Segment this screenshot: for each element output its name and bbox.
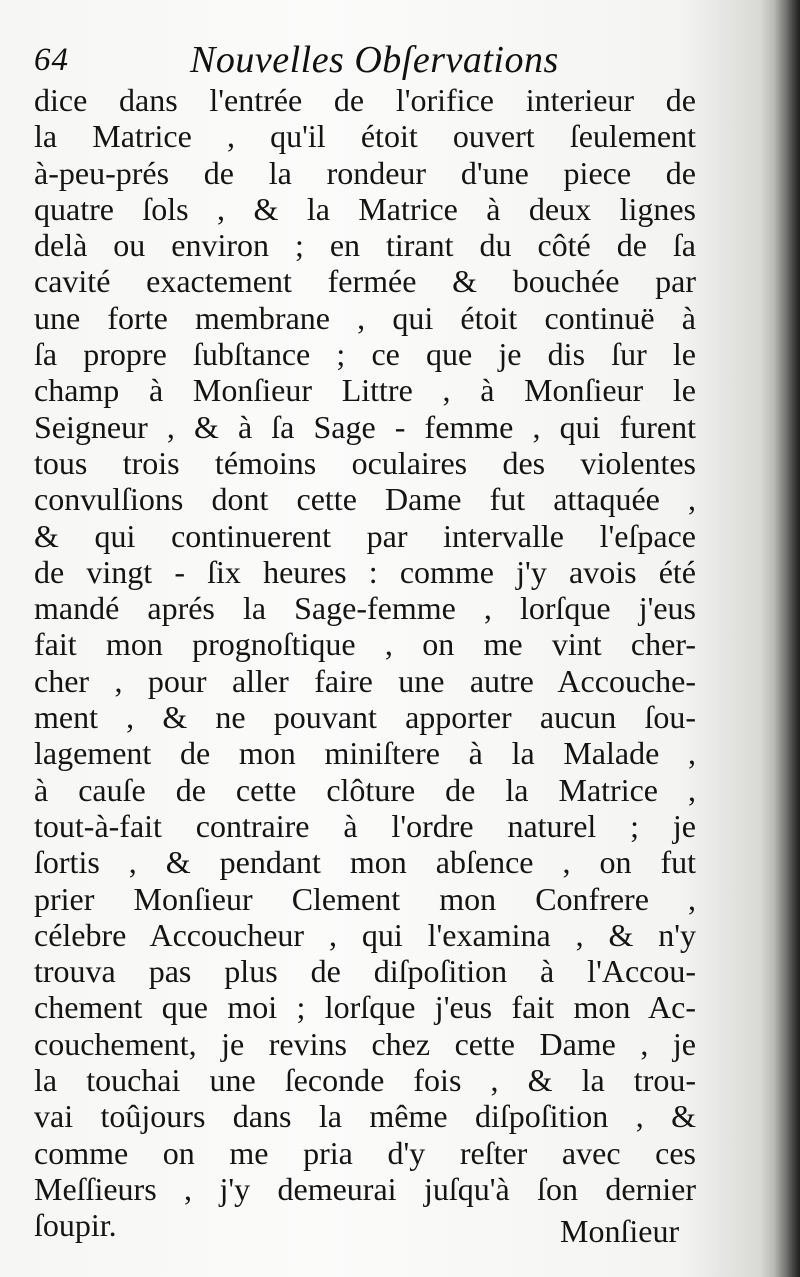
running-title: Nouvelles Obſervations [190,39,559,81]
text-line: couchement, je revins chez cette Dame , je [34,1025,696,1062]
text-line: convulſions dont cette Dame fut attaquée , [34,481,696,518]
text-line: cher , pour aller faire une autre Accouche- [34,662,696,699]
text-line: lagement de mon miniſtere à la Malade , [34,735,696,772]
body-text [34,82,696,1244]
text-line: prier Monſieur Clement mon Confrere , [34,880,696,917]
page-edge-shadow [774,0,800,1277]
text-line: célebre Accoucheur , qui l'examina , & n'y [34,916,696,953]
text-line: ſortis , & pendant mon abſence , on fut [34,844,696,881]
text-line: tout-à-fait contraire à l'ordre naturel ; je [34,807,696,844]
text-line: mandé aprés la Sage-femme , lorſque j'eus [34,590,696,627]
text-line: fait mon prognoſtique , on me vint cher- [34,626,696,663]
text-line: tous trois témoins oculaires des violentes [34,444,696,481]
text-line: la Matrice , qu'il étoit ouvert ſeulement [34,118,696,155]
text-line: Seigneur , & à ſa Sage - femme , qui furent [34,408,696,445]
text-line: cavité exactement fermée & bouchée par [34,263,696,300]
page-number: 64 [34,42,69,78]
text-line: trouva pas plus de diſpoſition à l'Accou- [34,953,696,990]
text-line: ment , & ne pouvant apporter aucun ſou- [34,699,696,736]
text-line: ſoupir. [34,1207,117,1244]
text-line: ſa propre ſubſtance ; ce que je dis ſur le [34,336,696,373]
text-line: une forte membrane , qui étoit continuë à [34,299,696,336]
text-line: de vingt - ſix heures : comme j'y avois été [34,553,696,590]
text-line: comme on me pria d'y reſter avec ces [34,1134,696,1171]
text-line: à cauſe de cette clôture de la Matrice , [34,771,696,808]
text-line: & qui continuerent par intervalle l'eſpace [34,517,696,554]
text-line: à-peu-prés de la rondeur d'une piece de [34,154,696,191]
page-header [0,38,800,88]
text-line: champ à Monſieur Littre , à Monſieur le [34,372,696,409]
text-line: dice dans l'entrée de l'orifice interieur de [34,82,696,118]
text-line: la touchai une ſeconde fois , & la trou- [34,1062,696,1099]
text-line: Meſſieurs , j'y demeurai juſqu'à ſon dernier [34,1170,696,1207]
text-line: quatre ſols , & la Matrice à deux lignes [34,190,696,227]
catchword: Monſieur [560,1213,680,1249]
text-line: chement que moi ; lorſque j'eus fait mon Ac- [34,989,696,1026]
text-line: delà ou environ ; en tirant du côté de ſa [34,227,696,264]
text-line: vai toûjours dans la même diſpoſition , & [34,1098,696,1135]
